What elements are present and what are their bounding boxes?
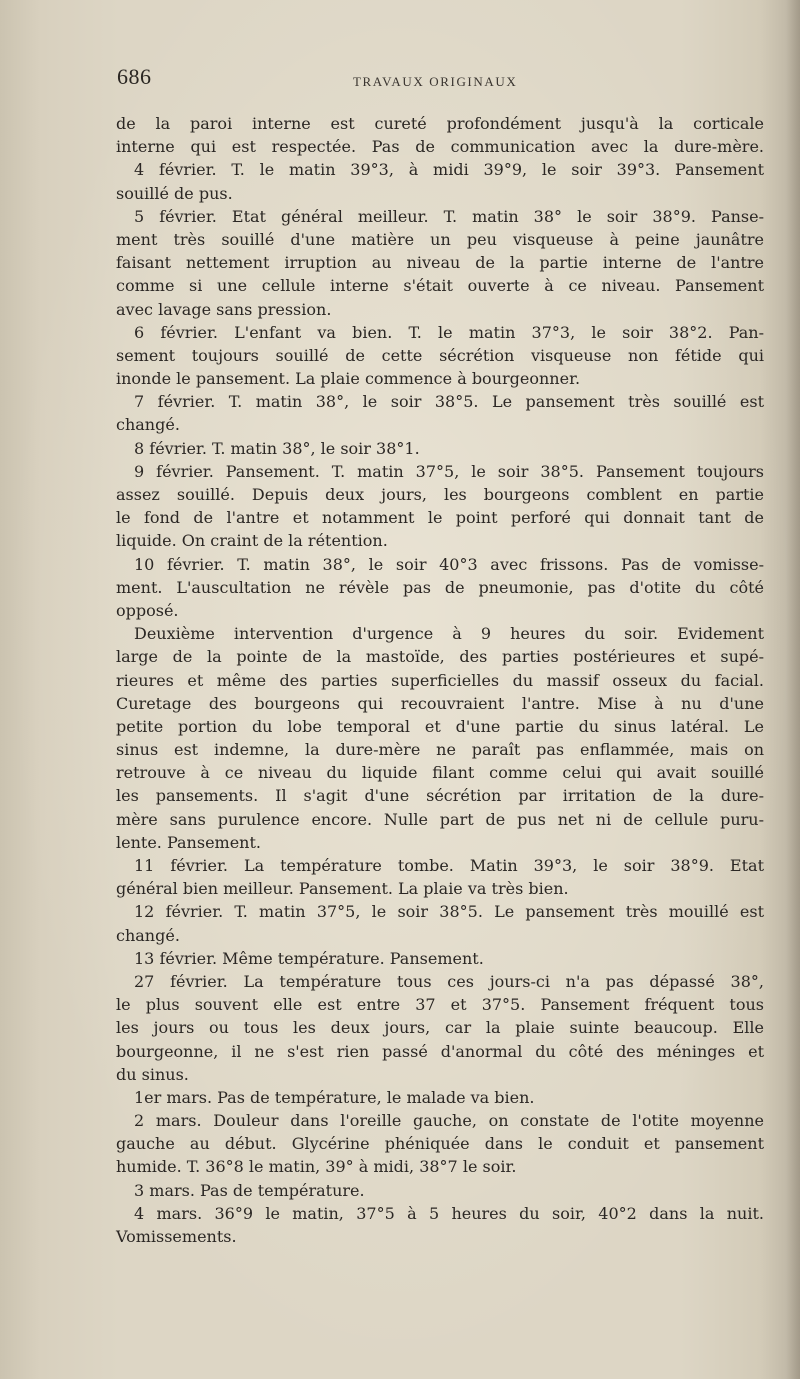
- text-line: lente. Pansement.: [116, 832, 261, 852]
- text-line: assez souillé. Depuis deux jours, les bourgeons comblent en partie: [116, 485, 764, 504]
- text-line: sinus est indemne, la dure-mère ne paraît pas enflammée, mais on: [116, 740, 764, 760]
- text-line: petite portion du lobe temporal et d'une partie du sinus latéral. Le: [116, 716, 764, 736]
- text-line: 27 février. La température tous ces jours-ci n'a pas dépassé 38°,: [134, 971, 764, 991]
- text-line: faisant nettement irruption au niveau de la partie interne de l'antre: [116, 253, 764, 273]
- text-line: général bien meilleur. Pansement. La plaie va très bien.: [116, 879, 569, 899]
- text-line: retrouve à ce niveau du liquide filant comme celui qui avait souillé: [116, 763, 764, 783]
- text-line: gauche au début. Glycérine phéniquée dans le conduit et pansement: [116, 1134, 764, 1154]
- text-line: mère sans purulence encore. Nulle part de pus net ni de cellule puru-: [116, 809, 764, 829]
- text-line: Vomissements.: [116, 1227, 237, 1246]
- text-line: 13 février. Même température. Pansement.: [134, 948, 484, 968]
- text-line: 8 février. T. matin 38°, le soir 38°1.: [134, 438, 420, 458]
- text-line: les pansements. Il s'agit d'une sécrétion par irritation de la dure-: [116, 786, 764, 806]
- text-line: ment. L'auscultation ne révèle pas de pneumonie, pas d'otite du côté: [116, 577, 764, 597]
- text-line: bourgeonne, il ne s'est rien passé d'anormal du côté des méninges et: [116, 1041, 764, 1061]
- text-line: humide. T. 36°8 le matin, 39° à midi, 38°7 le soir.: [116, 1157, 517, 1177]
- text-line: 9 février. Pansement. T. matin 37°5, le soir 38°5. Pansement toujours: [134, 461, 764, 481]
- text-line: large de la pointe de la mastoïde, des parties postérieures et supé-: [116, 647, 764, 667]
- running-head: TRAVAUX ORIGINAUX: [353, 74, 518, 89]
- text-line: opposé.: [116, 600, 179, 620]
- text-line: avec lavage sans pression.: [116, 299, 332, 319]
- text-line: changé.: [116, 925, 180, 945]
- text-line: le plus souvent elle est entre 37 et 37°5. Pansement fréquent tous: [116, 995, 764, 1015]
- text-line: 4 février. T. le matin 39°3, à midi 39°9, le soir 39°3. Pansement: [134, 160, 764, 180]
- page-edge-shadow: [786, 0, 800, 1379]
- body-text: [116, 112, 764, 1248]
- text-line: liquide. On craint de la rétention.: [116, 531, 388, 551]
- text-line: souillé de pus.: [116, 183, 233, 203]
- text-line: Deuxième intervention d'urgence à 9 heures du soir. Evidement: [134, 624, 764, 644]
- text-line: sement toujours souillé de cette sécrétion visqueuse non fétide qui: [116, 345, 764, 365]
- text-line: 5 février. Etat général meilleur. T. matin 38° le soir 38°9. Panse-: [134, 206, 764, 226]
- text-line: inonde le pansement. La plaie commence à bourgeonner.: [116, 369, 581, 389]
- text-line: 7 février. T. matin 38°, le soir 38°5. Le pansement très souillé est: [134, 392, 764, 412]
- text-line: 6 février. L'enfant va bien. T. le matin 37°3, le soir 38°2. Pan-: [134, 322, 764, 342]
- page-header: [117, 64, 762, 98]
- text-line: comme si une cellule interne s'était ouverte à ce niveau. Pansement: [116, 276, 764, 296]
- page-number: 686: [117, 64, 152, 89]
- text-line: Curetage des bourgeons qui recouvraient l'antre. Mise à nu d'une: [116, 693, 764, 713]
- text-line: de la paroi interne est cureté profondément jusqu'à la corticale: [116, 114, 764, 133]
- text-line: du sinus.: [116, 1064, 189, 1084]
- text-line: 2 mars. Douleur dans l'oreille gauche, on constate de l'otite moyenne: [134, 1111, 764, 1131]
- text-line: les jours ou tous les deux jours, car la plaie suinte beaucoup. Elle: [116, 1018, 764, 1038]
- text-line: rieures et même des parties superficielles du massif osseux du facial.: [116, 670, 764, 690]
- text-line: interne qui est respectée. Pas de communication avec la dure-mère.: [116, 137, 764, 157]
- text-line: 1er mars. Pas de température, le malade va bien.: [134, 1087, 535, 1107]
- text-line: 3 mars. Pas de température.: [134, 1180, 365, 1200]
- text-line: changé.: [116, 415, 180, 435]
- text-line: le fond de l'antre et notamment le point perforé qui donnait tant de: [116, 508, 764, 528]
- text-line: 4 mars. 36°9 le matin, 37°5 à 5 heures du soir, 40°2 dans la nuit.: [134, 1203, 764, 1223]
- text-line: 10 février. T. matin 38°, le soir 40°3 avec frissons. Pas de vomisse-: [134, 554, 764, 574]
- text-line: ment très souillé d'une matière un peu visqueuse à peine jaunâtre: [116, 229, 764, 249]
- text-line: 12 février. T. matin 37°5, le soir 38°5. Le pansement très mouillé est: [134, 902, 764, 922]
- text-line: 11 février. La température tombe. Matin 39°3, le soir 38°9. Etat: [134, 856, 764, 875]
